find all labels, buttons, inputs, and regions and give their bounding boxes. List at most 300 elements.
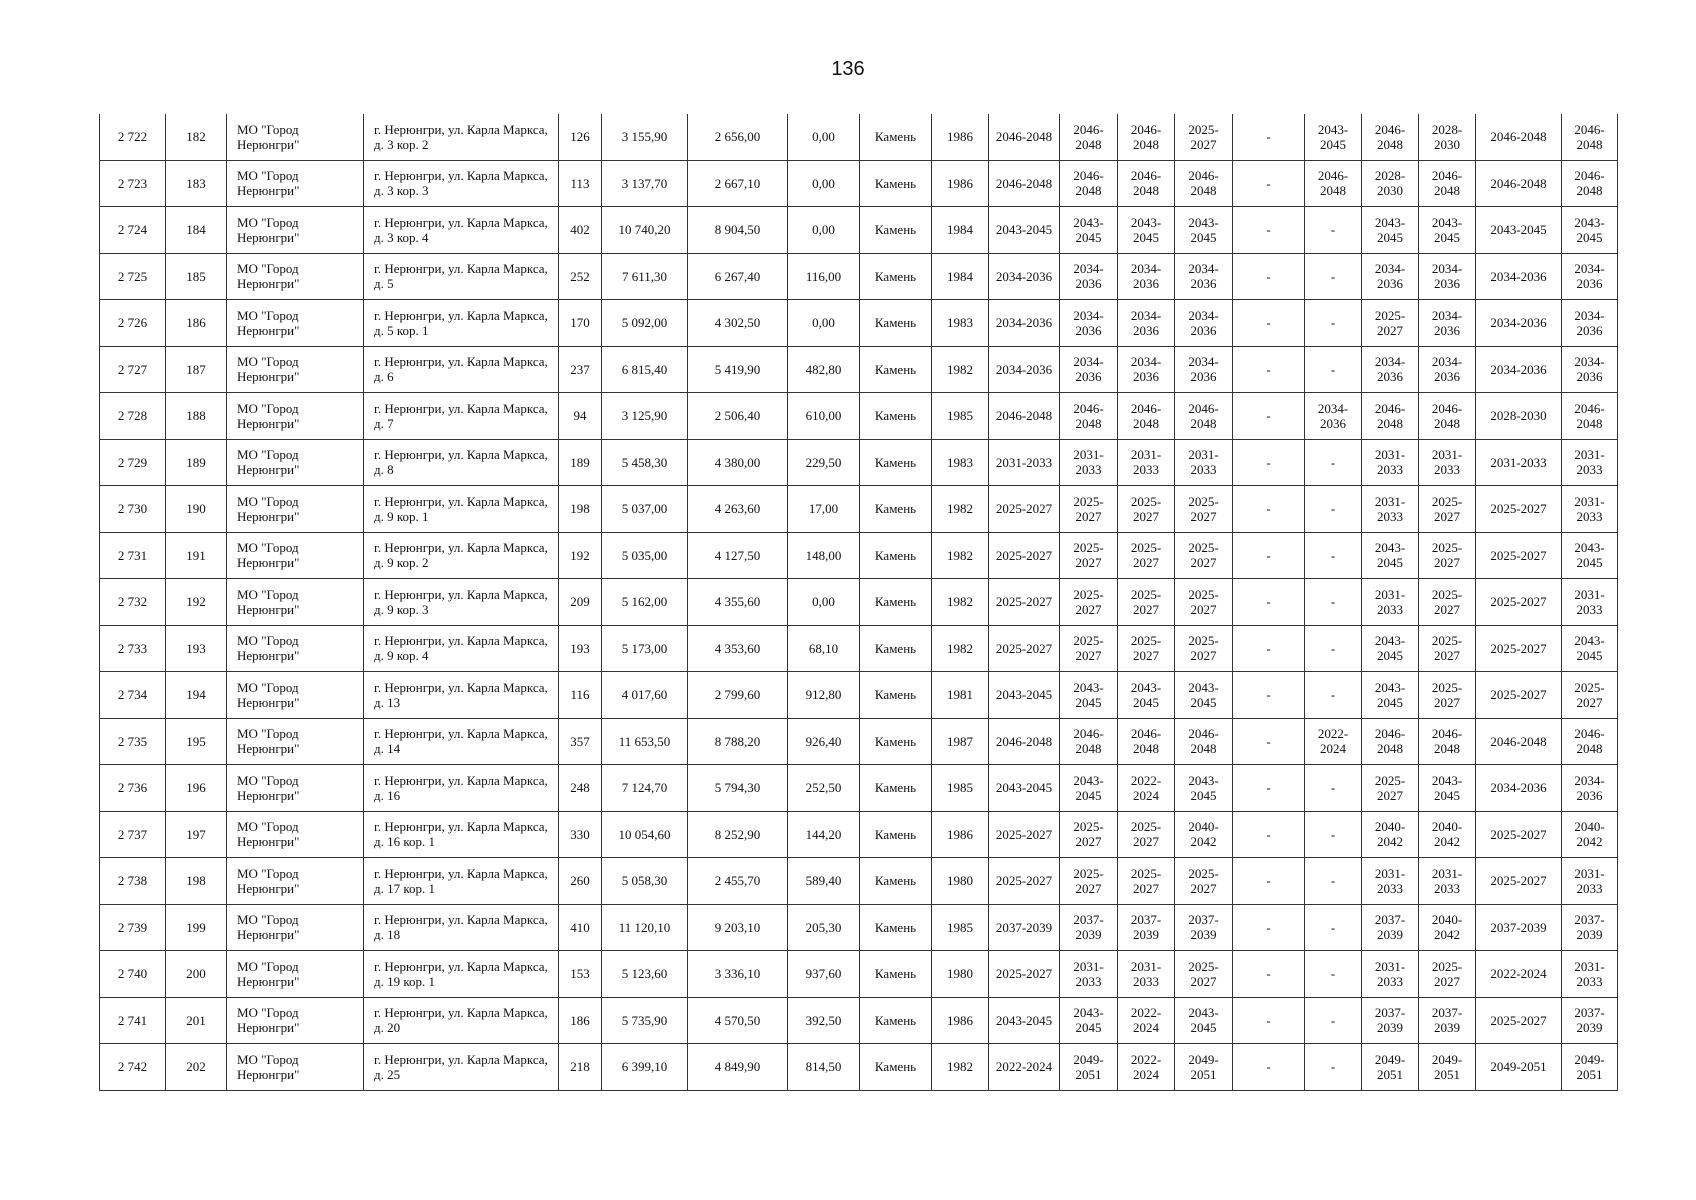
cell-period-8: 2046-2048 — [1419, 718, 1476, 765]
cell-period-6: - — [1305, 951, 1362, 998]
cell-period-10: 2031-2033 — [1562, 486, 1618, 533]
cell-period-4: 2025-2027 — [1175, 625, 1233, 672]
table-row — [100, 579, 1618, 626]
cell-living-area: 5 419,90 — [688, 346, 788, 393]
cell-living-area: 8 788,20 — [688, 718, 788, 765]
cell-house-index: 184 — [166, 207, 227, 254]
cell-address: г. Нерюнгри, ул. Карла Маркса, д. 18 — [364, 904, 559, 951]
cell-period-9: 2025-2027 — [1476, 532, 1562, 579]
cell-build-year: 1980 — [932, 858, 989, 905]
cell-period-1: 2022-2024 — [989, 1044, 1060, 1091]
cell-period-7: 2025-2027 — [1362, 765, 1419, 812]
cell-period-10: 2034-2036 — [1562, 300, 1618, 347]
cell-period-4: 2034-2036 — [1175, 346, 1233, 393]
cell-period-7: 2049-2051 — [1362, 1044, 1419, 1091]
cell-non-residential-area: 912,80 — [788, 672, 860, 719]
cell-row-number: 2 732 — [100, 579, 166, 626]
cell-apartments-count: 218 — [559, 1044, 602, 1091]
cell-row-number: 2 728 — [100, 393, 166, 440]
cell-row-number: 2 730 — [100, 486, 166, 533]
cell-address: г. Нерюнгри, ул. Карла Маркса, д. 16 — [364, 765, 559, 812]
cell-period-2: 2034-2036 — [1060, 346, 1118, 393]
cell-wall-material: Камень — [860, 439, 932, 486]
cell-period-8: 2025-2027 — [1419, 486, 1476, 533]
cell-living-area: 4 570,50 — [688, 997, 788, 1044]
cell-apartments-count: 260 — [559, 858, 602, 905]
cell-period-6: - — [1305, 858, 1362, 905]
cell-municipality: МО "Город Нерюнгри" — [227, 160, 364, 207]
cell-total-area: 5 058,30 — [602, 858, 688, 905]
cell-house-index: 198 — [166, 858, 227, 905]
cell-period-3: 2046-2048 — [1118, 160, 1175, 207]
cell-period-2: 2025-2027 — [1060, 532, 1118, 579]
cell-period-5: - — [1233, 346, 1305, 393]
cell-period-5: - — [1233, 625, 1305, 672]
cell-period-4: 2034-2036 — [1175, 253, 1233, 300]
cell-period-2: 2034-2036 — [1060, 300, 1118, 347]
cell-total-area: 5 123,60 — [602, 951, 688, 998]
cell-row-number: 2 724 — [100, 207, 166, 254]
cell-total-area: 11 120,10 — [602, 904, 688, 951]
cell-period-4: 2046-2048 — [1175, 718, 1233, 765]
cell-period-10: 2043-2045 — [1562, 625, 1618, 672]
cell-period-4: 2043-2045 — [1175, 765, 1233, 812]
cell-apartments-count: 248 — [559, 765, 602, 812]
cell-non-residential-area: 0,00 — [788, 300, 860, 347]
cell-period-6: 2022-2024 — [1305, 718, 1362, 765]
cell-row-number: 2 736 — [100, 765, 166, 812]
cell-period-8: 2025-2027 — [1419, 951, 1476, 998]
cell-wall-material: Камень — [860, 579, 932, 626]
cell-house-index: 194 — [166, 672, 227, 719]
cell-wall-material: Камень — [860, 532, 932, 579]
cell-non-residential-area: 17,00 — [788, 486, 860, 533]
cell-period-7: 2037-2039 — [1362, 904, 1419, 951]
cell-period-3: 2025-2027 — [1118, 486, 1175, 533]
cell-period-8: 2025-2027 — [1419, 625, 1476, 672]
cell-house-index: 192 — [166, 579, 227, 626]
cell-house-index: 200 — [166, 951, 227, 998]
cell-apartments-count: 193 — [559, 625, 602, 672]
cell-apartments-count: 192 — [559, 532, 602, 579]
cell-living-area: 2 667,10 — [688, 160, 788, 207]
cell-period-2: 2046-2048 — [1060, 393, 1118, 440]
cell-period-9: 2034-2036 — [1476, 300, 1562, 347]
cell-period-10: 2034-2036 — [1562, 253, 1618, 300]
cell-period-3: 2043-2045 — [1118, 672, 1175, 719]
table-row — [100, 300, 1618, 347]
cell-build-year: 1986 — [932, 160, 989, 207]
cell-period-7: 2043-2045 — [1362, 625, 1419, 672]
cell-municipality: МО "Город Нерюнгри" — [227, 904, 364, 951]
cell-non-residential-area: 937,60 — [788, 951, 860, 998]
cell-municipality: МО "Город Нерюнгри" — [227, 532, 364, 579]
cell-period-9: 2025-2027 — [1476, 579, 1562, 626]
cell-wall-material: Камень — [860, 160, 932, 207]
cell-build-year: 1984 — [932, 253, 989, 300]
cell-living-area: 8 252,90 — [688, 811, 788, 858]
cell-municipality: МО "Город Нерюнгри" — [227, 579, 364, 626]
cell-period-6: - — [1305, 439, 1362, 486]
cell-period-10: 2046-2048 — [1562, 393, 1618, 440]
cell-period-8: 2043-2045 — [1419, 207, 1476, 254]
cell-period-1: 2031-2033 — [989, 439, 1060, 486]
cell-build-year: 1986 — [932, 811, 989, 858]
cell-period-3: 2022-2024 — [1118, 1044, 1175, 1091]
cell-non-residential-area: 116,00 — [788, 253, 860, 300]
cell-period-1: 2025-2027 — [989, 811, 1060, 858]
table-row — [100, 486, 1618, 533]
table-row — [100, 346, 1618, 393]
cell-apartments-count: 410 — [559, 904, 602, 951]
cell-apartments-count: 113 — [559, 160, 602, 207]
cell-period-2: 2025-2027 — [1060, 811, 1118, 858]
cell-period-6: - — [1305, 997, 1362, 1044]
cell-living-area: 3 336,10 — [688, 951, 788, 998]
cell-period-10: 2046-2048 — [1562, 718, 1618, 765]
cell-period-9: 2046-2048 — [1476, 718, 1562, 765]
cell-build-year: 1980 — [932, 951, 989, 998]
cell-wall-material: Камень — [860, 951, 932, 998]
cell-period-7: 2043-2045 — [1362, 672, 1419, 719]
cell-period-8: 2028-2030 — [1419, 114, 1476, 160]
cell-row-number: 2 742 — [100, 1044, 166, 1091]
cell-municipality: МО "Город Нерюнгри" — [227, 765, 364, 812]
cell-period-4: 2043-2045 — [1175, 672, 1233, 719]
cell-wall-material: Камень — [860, 1044, 932, 1091]
cell-municipality: МО "Город Нерюнгри" — [227, 300, 364, 347]
cell-total-area: 5 173,00 — [602, 625, 688, 672]
cell-build-year: 1981 — [932, 672, 989, 719]
cell-period-2: 2046-2048 — [1060, 718, 1118, 765]
cell-period-2: 2043-2045 — [1060, 765, 1118, 812]
table-row — [100, 951, 1618, 998]
cell-municipality: МО "Город Нерюнгри" — [227, 114, 364, 160]
cell-municipality: МО "Город Нерюнгри" — [227, 393, 364, 440]
cell-living-area: 5 794,30 — [688, 765, 788, 812]
cell-period-8: 2025-2027 — [1419, 672, 1476, 719]
cell-period-1: 2037-2039 — [989, 904, 1060, 951]
table-row — [100, 439, 1618, 486]
cell-non-residential-area: 252,50 — [788, 765, 860, 812]
cell-municipality: МО "Город Нерюнгри" — [227, 951, 364, 998]
cell-living-area: 2 799,60 — [688, 672, 788, 719]
cell-period-9: 2025-2027 — [1476, 486, 1562, 533]
cell-period-7: 2025-2027 — [1362, 300, 1419, 347]
cell-non-residential-area: 589,40 — [788, 858, 860, 905]
cell-period-9: 2037-2039 — [1476, 904, 1562, 951]
cell-build-year: 1982 — [932, 625, 989, 672]
cell-period-4: 2025-2027 — [1175, 579, 1233, 626]
cell-house-index: 186 — [166, 300, 227, 347]
cell-row-number: 2 725 — [100, 253, 166, 300]
cell-period-6: - — [1305, 207, 1362, 254]
cell-total-area: 6 815,40 — [602, 346, 688, 393]
cell-period-6: - — [1305, 253, 1362, 300]
cell-build-year: 1982 — [932, 579, 989, 626]
cell-municipality: МО "Город Нерюнгри" — [227, 672, 364, 719]
cell-municipality: МО "Город Нерюнгри" — [227, 858, 364, 905]
cell-period-6: - — [1305, 532, 1362, 579]
cell-period-8: 2034-2036 — [1419, 346, 1476, 393]
cell-wall-material: Камень — [860, 207, 932, 254]
cell-non-residential-area: 229,50 — [788, 439, 860, 486]
cell-house-index: 190 — [166, 486, 227, 533]
cell-living-area: 4 127,50 — [688, 532, 788, 579]
cell-wall-material: Камень — [860, 486, 932, 533]
cell-row-number: 2 734 — [100, 672, 166, 719]
cell-address: г. Нерюнгри, ул. Карла Маркса, д. 9 кор. 1 — [364, 486, 559, 533]
cell-row-number: 2 726 — [100, 300, 166, 347]
cell-total-area: 5 458,30 — [602, 439, 688, 486]
cell-period-7: 2037-2039 — [1362, 997, 1419, 1044]
cell-wall-material: Камень — [860, 114, 932, 160]
table-row — [100, 672, 1618, 719]
cell-period-9: 2043-2045 — [1476, 207, 1562, 254]
cell-build-year: 1982 — [932, 346, 989, 393]
housing-register-table — [99, 114, 1618, 1091]
cell-apartments-count: 357 — [559, 718, 602, 765]
cell-municipality: МО "Город Нерюнгри" — [227, 811, 364, 858]
cell-period-7: 2028-2030 — [1362, 160, 1419, 207]
cell-period-2: 2046-2048 — [1060, 160, 1118, 207]
cell-municipality: МО "Город Нерюнгри" — [227, 439, 364, 486]
table-row — [100, 253, 1618, 300]
cell-house-index: 197 — [166, 811, 227, 858]
cell-total-area: 5 092,00 — [602, 300, 688, 347]
cell-period-4: 2040-2042 — [1175, 811, 1233, 858]
cell-period-5: - — [1233, 951, 1305, 998]
cell-period-8: 2040-2042 — [1419, 811, 1476, 858]
cell-period-5: - — [1233, 672, 1305, 719]
cell-period-4: 2034-2036 — [1175, 300, 1233, 347]
cell-municipality: МО "Город Нерюнгри" — [227, 346, 364, 393]
cell-period-2: 2043-2045 — [1060, 672, 1118, 719]
cell-wall-material: Камень — [860, 997, 932, 1044]
cell-address: г. Нерюнгри, ул. Карла Маркса, д. 19 кор. 1 — [364, 951, 559, 998]
cell-apartments-count: 153 — [559, 951, 602, 998]
cell-period-1: 2043-2045 — [989, 672, 1060, 719]
cell-total-area: 6 399,10 — [602, 1044, 688, 1091]
cell-period-4: 2046-2048 — [1175, 160, 1233, 207]
cell-total-area: 11 653,50 — [602, 718, 688, 765]
cell-period-4: 2025-2027 — [1175, 951, 1233, 998]
cell-apartments-count: 402 — [559, 207, 602, 254]
cell-period-2: 2043-2045 — [1060, 997, 1118, 1044]
cell-period-3: 2025-2027 — [1118, 858, 1175, 905]
cell-living-area: 6 267,40 — [688, 253, 788, 300]
cell-row-number: 2 739 — [100, 904, 166, 951]
cell-period-6: 2043-2045 — [1305, 114, 1362, 160]
cell-period-3: 2037-2039 — [1118, 904, 1175, 951]
cell-house-index: 183 — [166, 160, 227, 207]
cell-total-area: 7 611,30 — [602, 253, 688, 300]
cell-apartments-count: 330 — [559, 811, 602, 858]
cell-period-6: - — [1305, 811, 1362, 858]
table-row — [100, 114, 1618, 160]
cell-period-10: 2040-2042 — [1562, 811, 1618, 858]
cell-house-index: 196 — [166, 765, 227, 812]
cell-apartments-count: 209 — [559, 579, 602, 626]
cell-period-8: 2031-2033 — [1419, 439, 1476, 486]
cell-address: г. Нерюнгри, ул. Карла Маркса, д. 5 кор. 1 — [364, 300, 559, 347]
cell-row-number: 2 740 — [100, 951, 166, 998]
cell-apartments-count: 126 — [559, 114, 602, 160]
cell-address: г. Нерюнгри, ул. Карла Маркса, д. 25 — [364, 1044, 559, 1091]
cell-period-1: 2025-2027 — [989, 858, 1060, 905]
cell-period-4: 2025-2027 — [1175, 858, 1233, 905]
cell-period-10: 2043-2045 — [1562, 207, 1618, 254]
cell-period-3: 2031-2033 — [1118, 439, 1175, 486]
cell-period-9: 2034-2036 — [1476, 253, 1562, 300]
cell-address: г. Нерюнгри, ул. Карла Маркса, д. 6 — [364, 346, 559, 393]
cell-period-4: 2025-2027 — [1175, 114, 1233, 160]
cell-address: г. Нерюнгри, ул. Карла Маркса, д. 3 кор. 2 — [364, 114, 559, 160]
cell-period-3: 2022-2024 — [1118, 765, 1175, 812]
cell-period-5: - — [1233, 486, 1305, 533]
cell-address: г. Нерюнгри, ул. Карла Маркса, д. 14 — [364, 718, 559, 765]
cell-period-2: 2031-2033 — [1060, 439, 1118, 486]
cell-total-area: 3 155,90 — [602, 114, 688, 160]
cell-wall-material: Камень — [860, 625, 932, 672]
cell-period-4: 2043-2045 — [1175, 207, 1233, 254]
cell-row-number: 2 738 — [100, 858, 166, 905]
table-row — [100, 207, 1618, 254]
cell-period-7: 2031-2033 — [1362, 439, 1419, 486]
cell-wall-material: Камень — [860, 765, 932, 812]
cell-period-5: - — [1233, 579, 1305, 626]
cell-period-8: 2037-2039 — [1419, 997, 1476, 1044]
cell-period-6: - — [1305, 486, 1362, 533]
cell-municipality: МО "Город Нерюнгри" — [227, 718, 364, 765]
cell-total-area: 5 035,00 — [602, 532, 688, 579]
cell-period-10: 2034-2036 — [1562, 765, 1618, 812]
cell-living-area: 4 353,60 — [688, 625, 788, 672]
cell-period-10: 2049-2051 — [1562, 1044, 1618, 1091]
cell-period-2: 2049-2051 — [1060, 1044, 1118, 1091]
cell-period-5: - — [1233, 253, 1305, 300]
cell-build-year: 1984 — [932, 207, 989, 254]
cell-period-4: 2046-2048 — [1175, 393, 1233, 440]
cell-row-number: 2 727 — [100, 346, 166, 393]
cell-period-1: 2043-2045 — [989, 997, 1060, 1044]
cell-period-6: - — [1305, 300, 1362, 347]
cell-period-9: 2046-2048 — [1476, 114, 1562, 160]
cell-period-5: - — [1233, 393, 1305, 440]
cell-period-7: 2043-2045 — [1362, 207, 1419, 254]
cell-period-1: 2034-2036 — [989, 346, 1060, 393]
cell-municipality: МО "Город Нерюнгри" — [227, 486, 364, 533]
cell-address: г. Нерюнгри, ул. Карла Маркса, д. 9 кор. 3 — [364, 579, 559, 626]
cell-period-8: 2046-2048 — [1419, 393, 1476, 440]
cell-build-year: 1985 — [932, 904, 989, 951]
cell-period-3: 2025-2027 — [1118, 532, 1175, 579]
cell-period-3: 2022-2024 — [1118, 997, 1175, 1044]
cell-wall-material: Камень — [860, 858, 932, 905]
cell-period-7: 2046-2048 — [1362, 114, 1419, 160]
cell-wall-material: Камень — [860, 718, 932, 765]
cell-house-index: 202 — [166, 1044, 227, 1091]
cell-period-3: 2031-2033 — [1118, 951, 1175, 998]
cell-living-area: 4 849,90 — [688, 1044, 788, 1091]
cell-period-1: 2046-2048 — [989, 718, 1060, 765]
cell-total-area: 4 017,60 — [602, 672, 688, 719]
cell-non-residential-area: 68,10 — [788, 625, 860, 672]
cell-address: г. Нерюнгри, ул. Карла Маркса, д. 8 — [364, 439, 559, 486]
cell-wall-material: Камень — [860, 300, 932, 347]
cell-living-area: 4 263,60 — [688, 486, 788, 533]
cell-period-5: - — [1233, 997, 1305, 1044]
cell-period-7: 2031-2033 — [1362, 858, 1419, 905]
cell-house-index: 193 — [166, 625, 227, 672]
cell-period-10: 2043-2045 — [1562, 532, 1618, 579]
cell-period-9: 2025-2027 — [1476, 672, 1562, 719]
cell-period-4: 2037-2039 — [1175, 904, 1233, 951]
cell-period-9: 2022-2024 — [1476, 951, 1562, 998]
cell-address: г. Нерюнгри, ул. Карла Маркса, д. 3 кор. 4 — [364, 207, 559, 254]
cell-period-10: 2031-2033 — [1562, 858, 1618, 905]
cell-period-4: 2043-2045 — [1175, 997, 1233, 1044]
cell-build-year: 1983 — [932, 439, 989, 486]
cell-non-residential-area: 392,50 — [788, 997, 860, 1044]
cell-non-residential-area: 0,00 — [788, 207, 860, 254]
cell-period-1: 2025-2027 — [989, 951, 1060, 998]
cell-period-10: 2037-2039 — [1562, 997, 1618, 1044]
cell-period-5: - — [1233, 811, 1305, 858]
cell-address: г. Нерюнгри, ул. Карла Маркса, д. 13 — [364, 672, 559, 719]
table-row — [100, 858, 1618, 905]
cell-period-5: - — [1233, 114, 1305, 160]
cell-row-number: 2 737 — [100, 811, 166, 858]
cell-non-residential-area: 0,00 — [788, 114, 860, 160]
cell-non-residential-area: 926,40 — [788, 718, 860, 765]
cell-apartments-count: 198 — [559, 486, 602, 533]
cell-period-3: 2034-2036 — [1118, 300, 1175, 347]
cell-period-5: - — [1233, 439, 1305, 486]
cell-period-1: 2043-2045 — [989, 765, 1060, 812]
cell-period-7: 2031-2033 — [1362, 951, 1419, 998]
cell-period-4: 2025-2027 — [1175, 486, 1233, 533]
cell-period-9: 2034-2036 — [1476, 346, 1562, 393]
cell-living-area: 2 506,40 — [688, 393, 788, 440]
cell-period-9: 2028-2030 — [1476, 393, 1562, 440]
cell-period-10: 2037-2039 — [1562, 904, 1618, 951]
cell-total-area: 7 124,70 — [602, 765, 688, 812]
cell-period-7: 2034-2036 — [1362, 346, 1419, 393]
cell-row-number: 2 722 — [100, 114, 166, 160]
cell-period-5: - — [1233, 904, 1305, 951]
cell-period-9: 2049-2051 — [1476, 1044, 1562, 1091]
cell-wall-material: Камень — [860, 904, 932, 951]
cell-apartments-count: 94 — [559, 393, 602, 440]
cell-period-5: - — [1233, 532, 1305, 579]
cell-wall-material: Камень — [860, 811, 932, 858]
cell-period-6: 2034-2036 — [1305, 393, 1362, 440]
cell-period-4: 2049-2051 — [1175, 1044, 1233, 1091]
cell-address: г. Нерюнгри, ул. Карла Маркса, д. 20 — [364, 997, 559, 1044]
cell-period-10: 2031-2033 — [1562, 579, 1618, 626]
cell-period-1: 2025-2027 — [989, 486, 1060, 533]
cell-house-index: 201 — [166, 997, 227, 1044]
cell-house-index: 199 — [166, 904, 227, 951]
cell-period-9: 2031-2033 — [1476, 439, 1562, 486]
cell-period-8: 2034-2036 — [1419, 300, 1476, 347]
cell-period-3: 2034-2036 — [1118, 346, 1175, 393]
cell-period-9: 2025-2027 — [1476, 625, 1562, 672]
cell-period-1: 2046-2048 — [989, 393, 1060, 440]
cell-period-10: 2046-2048 — [1562, 160, 1618, 207]
table-row — [100, 160, 1618, 207]
